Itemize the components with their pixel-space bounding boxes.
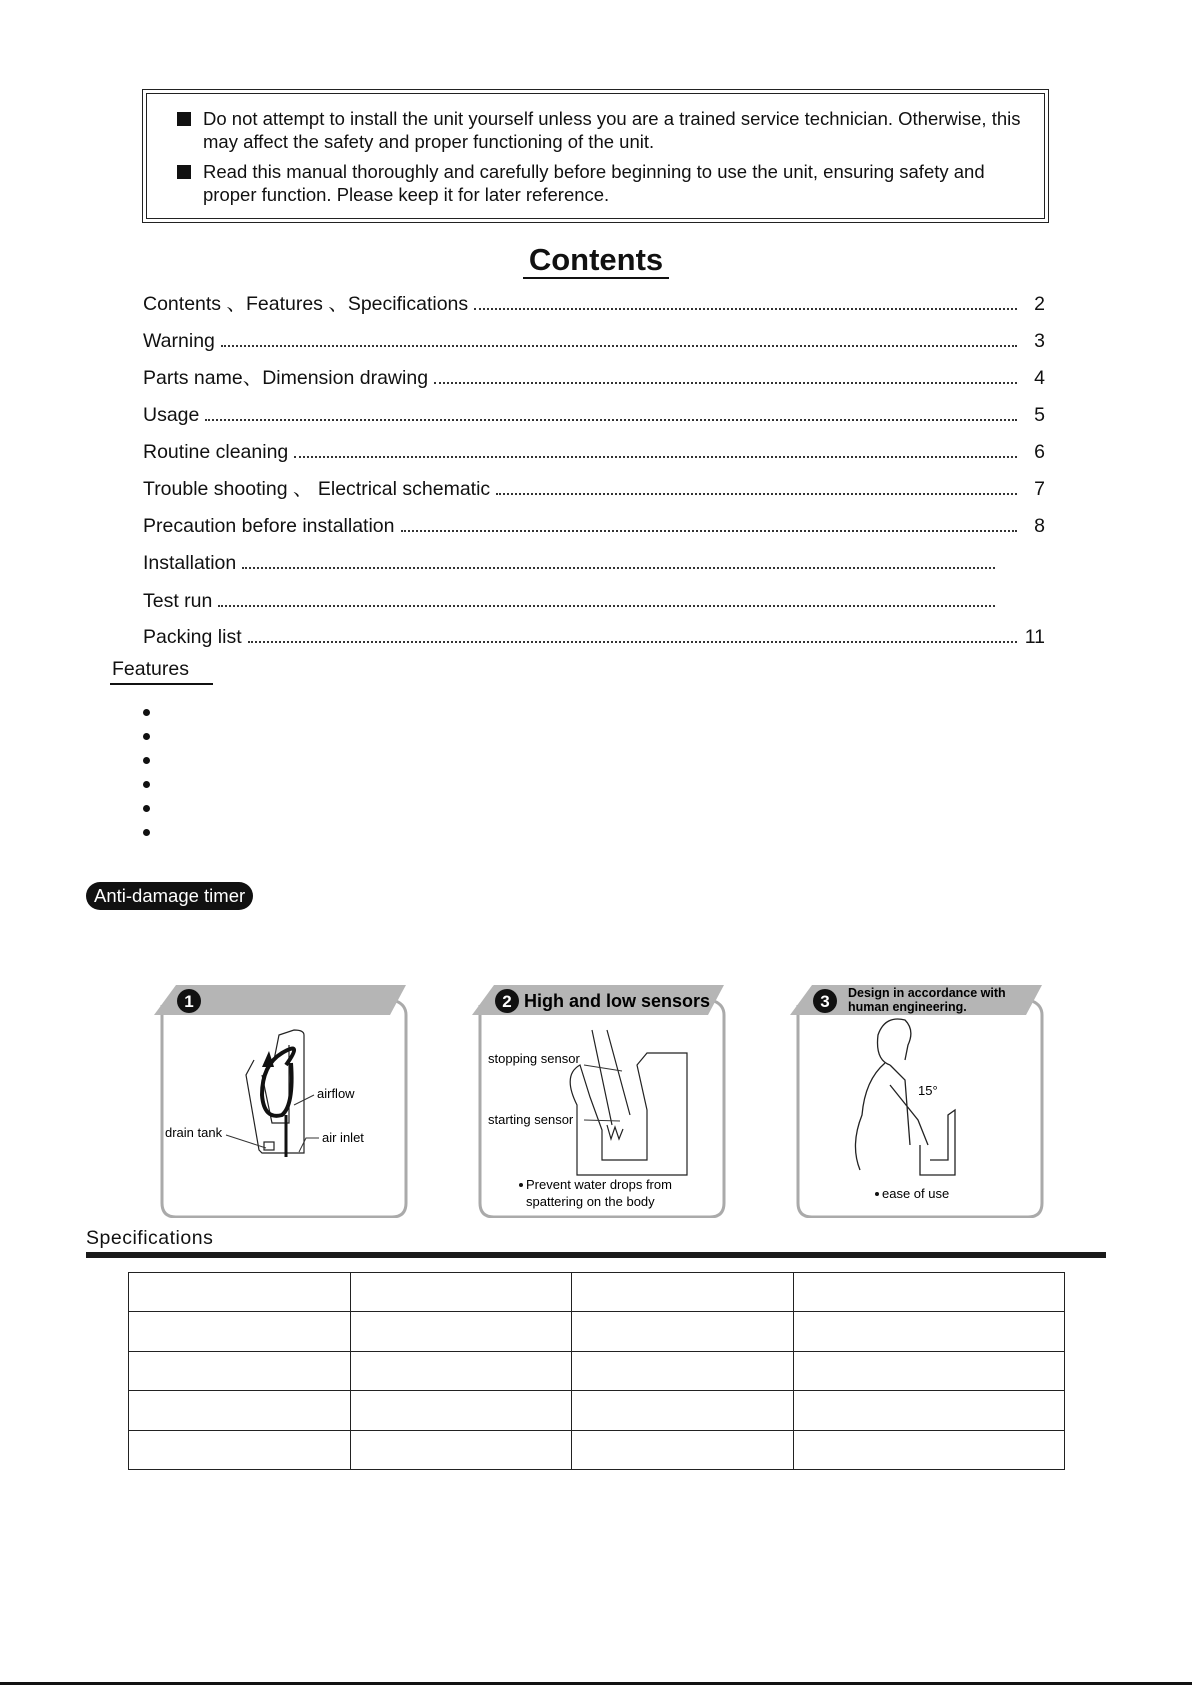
- table-cell: [572, 1430, 794, 1469]
- toc-label: Packing list: [143, 626, 242, 648]
- toc-page: 2: [1034, 293, 1045, 315]
- table-cell: [350, 1391, 572, 1430]
- table-cell: [794, 1351, 1065, 1390]
- toc-page: 8: [1034, 515, 1045, 537]
- toc-leader: [496, 493, 1017, 495]
- panel-airflow: [154, 985, 410, 1218]
- table-cell: [572, 1391, 794, 1430]
- table-cell: [350, 1273, 572, 1312]
- table-cell: [572, 1312, 794, 1351]
- toc-leader: [434, 382, 1017, 384]
- square-bullet-icon: [177, 112, 191, 126]
- toc-leader: [221, 345, 1017, 347]
- table-cell: [129, 1312, 351, 1351]
- table-cell: [794, 1312, 1065, 1351]
- toc-entry[interactable]: [143, 364, 1045, 390]
- toc-entry[interactable]: [143, 438, 1045, 464]
- toc-page: 7: [1034, 478, 1045, 500]
- feature-bullet-icon: [143, 709, 150, 716]
- feature-bullet-icon: [143, 781, 150, 788]
- panel-title: High and low sensors: [524, 991, 711, 1011]
- starting-sensor-label: starting sensor: [488, 1112, 574, 1127]
- svg-text:2: 2: [502, 992, 512, 1011]
- toc-page: 3: [1034, 330, 1045, 352]
- toc-label: Routine cleaning: [143, 441, 289, 463]
- panel-number: 1: [184, 992, 194, 1011]
- table-row: [129, 1430, 1065, 1469]
- section-divider: [86, 1252, 1106, 1258]
- toc-leader: [242, 567, 995, 569]
- feature-bullet-icon: [143, 829, 150, 836]
- feature-bullet-icon: [143, 757, 150, 764]
- toc-entry[interactable]: [143, 327, 1045, 353]
- notice-item: Read this manual thoroughly and carefully before beginning to use the unit, ensuring safety and proper function. Please keep it for later reference.: [177, 161, 1024, 206]
- notice-box: [142, 89, 1049, 223]
- panel-ergonomics: [790, 985, 1046, 1218]
- toc-entry[interactable]: [143, 549, 1023, 575]
- anti-damage-timer-badge: Anti-damage timer: [86, 882, 253, 910]
- contents-title: Contents: [0, 242, 1192, 278]
- table-row: [129, 1312, 1065, 1351]
- square-bullet-icon: [177, 165, 191, 179]
- drain-tank-label: drain tank: [165, 1125, 223, 1140]
- specifications-table: [128, 1272, 1065, 1470]
- toc-entry[interactable]: [143, 587, 1023, 613]
- air-inlet-label: air inlet: [322, 1130, 364, 1145]
- table-row: [129, 1391, 1065, 1430]
- table-cell: [129, 1391, 351, 1430]
- stopping-sensor-label: stopping sensor: [488, 1051, 580, 1066]
- table-cell: [794, 1273, 1065, 1312]
- toc-page: 11: [1024, 626, 1045, 648]
- table-cell: [572, 1351, 794, 1390]
- toc-leader: [205, 419, 1017, 421]
- airflow-label: airflow: [317, 1086, 355, 1101]
- table-row: [129, 1273, 1065, 1312]
- toc-page: 4: [1034, 367, 1045, 389]
- toc-label: Contents 、Features 、Specifications: [143, 293, 469, 315]
- toc-label: Trouble shooting 、 Electrical schematic: [143, 478, 491, 500]
- notice-item: Do not attempt to install the unit yourself unless you are a trained service technician. Otherwise, this may affect the safety and proper functioning of the unit.: [177, 108, 1024, 153]
- toc-label: Warning: [143, 330, 215, 352]
- toc-label: Test run: [143, 590, 213, 612]
- panel-sensors: [472, 985, 728, 1218]
- table-cell: [129, 1351, 351, 1390]
- caption-line: ease of use: [882, 1186, 950, 1201]
- toc-leader: [294, 456, 1017, 458]
- toc-entry[interactable]: [143, 401, 1045, 427]
- toc-leader: [401, 530, 1018, 532]
- toc-leader: [218, 605, 995, 607]
- toc-page: 5: [1034, 404, 1045, 426]
- toc-page: 6: [1034, 441, 1045, 463]
- panel-title: human engineering.: [848, 1000, 967, 1014]
- table-cell: [794, 1391, 1065, 1430]
- toc-entry[interactable]: [143, 475, 1045, 501]
- toc-label: Parts name、Dimension drawing: [143, 367, 429, 389]
- table-cell: [350, 1430, 572, 1469]
- table-cell: [350, 1351, 572, 1390]
- features-heading: Features: [110, 658, 213, 685]
- toc-label: Usage: [143, 404, 200, 426]
- panel-title: Design in accordance with: [848, 986, 1006, 1000]
- toc-leader: [474, 308, 1017, 310]
- table-row: [129, 1351, 1065, 1390]
- table-cell: [794, 1430, 1065, 1469]
- specifications-heading: Specifications: [86, 1227, 214, 1249]
- feature-bullet-icon: [143, 733, 150, 740]
- table-cell: [129, 1273, 351, 1312]
- caption-line: spattering on the body: [526, 1194, 655, 1209]
- caption-line: Prevent water drops from: [526, 1177, 672, 1192]
- toc-leader: [248, 641, 1017, 643]
- toc-label: Installation: [143, 552, 237, 574]
- svg-text:3: 3: [820, 992, 830, 1011]
- table-cell: [129, 1430, 351, 1469]
- toc-entry[interactable]: [143, 512, 1045, 538]
- angle-label: 15°: [918, 1083, 938, 1098]
- toc-entry[interactable]: [143, 623, 1045, 649]
- table-cell: [572, 1273, 794, 1312]
- toc-entry[interactable]: [143, 290, 1045, 316]
- feature-bullet-icon: [143, 805, 150, 812]
- table-cell: [350, 1312, 572, 1351]
- toc-label: Precaution before installation: [143, 515, 395, 537]
